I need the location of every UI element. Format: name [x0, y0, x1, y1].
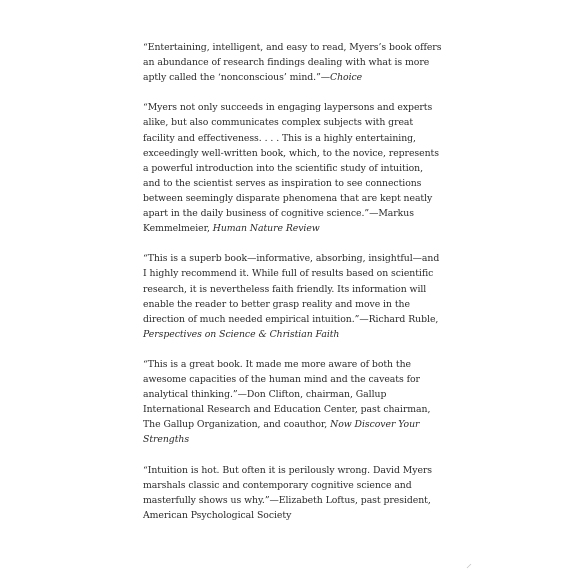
- quote-source: Human Nature Review: [212, 223, 320, 235]
- praise-quote: [143, 463, 443, 523]
- quote-text: “This is a superb book—informative, absorbing, insightful—and I highly recommend it. While full of results based on scientific research, it is nevertheless faith friendly. Its information will enable the reader to better grasp reality and move in the direction of much needed empirical intuition.”—Richard Ruble,: [143, 253, 440, 325]
- quote-source: Now Discover Your Strengths: [143, 419, 420, 446]
- quote-source: Perspectives on Science & Christian Faith: [143, 328, 340, 340]
- quote-text: “This is a great book. It made me more aware of both the awesome capacities of the human mind and the caveats for analytical thinking.”—Don Clifton, chairman, Gallup International Research and Education Center, past chairman, The Gallup Organization, and coauthor,: [143, 358, 431, 431]
- quote-text: “Intuition is hot. But often it is perilously wrong. David Myers marshals classic and contemporary cognitive science and masterfully shows us why.”—Elizabeth Loftus, past president, American Psychological Society: [143, 464, 433, 521]
- page-corner-mark-icon: [466, 563, 472, 569]
- praise-quote: [143, 357, 443, 448]
- praise-quote: [143, 40, 443, 85]
- praise-quote: [143, 100, 443, 236]
- quote-text: “Myers not only succeeds in engaging laypersons and experts alike, but also communicates complex subjects with great facility and effectiveness. . . . This is a highly entertaining, exceedingly well-written book, which, to the novice, represents a powerful introduction into the scientific study of intuition, and to the scientist serves as inspiration to see connections between seemingly disparate phenomena that are kept neatly apart in the daily business of cognitive science.”—Markus Kemmelmeier,: [143, 102, 439, 235]
- quote-text: “Entertaining, intelligent, and easy to read, Myers’s book offers an abundance of research findings dealing with what is more aptly called the ‘nonconscious’ mind.”—: [143, 42, 442, 84]
- praise-quote: [143, 251, 443, 342]
- praise-quotes: [143, 40, 443, 538]
- quote-source: Choice: [330, 72, 363, 84]
